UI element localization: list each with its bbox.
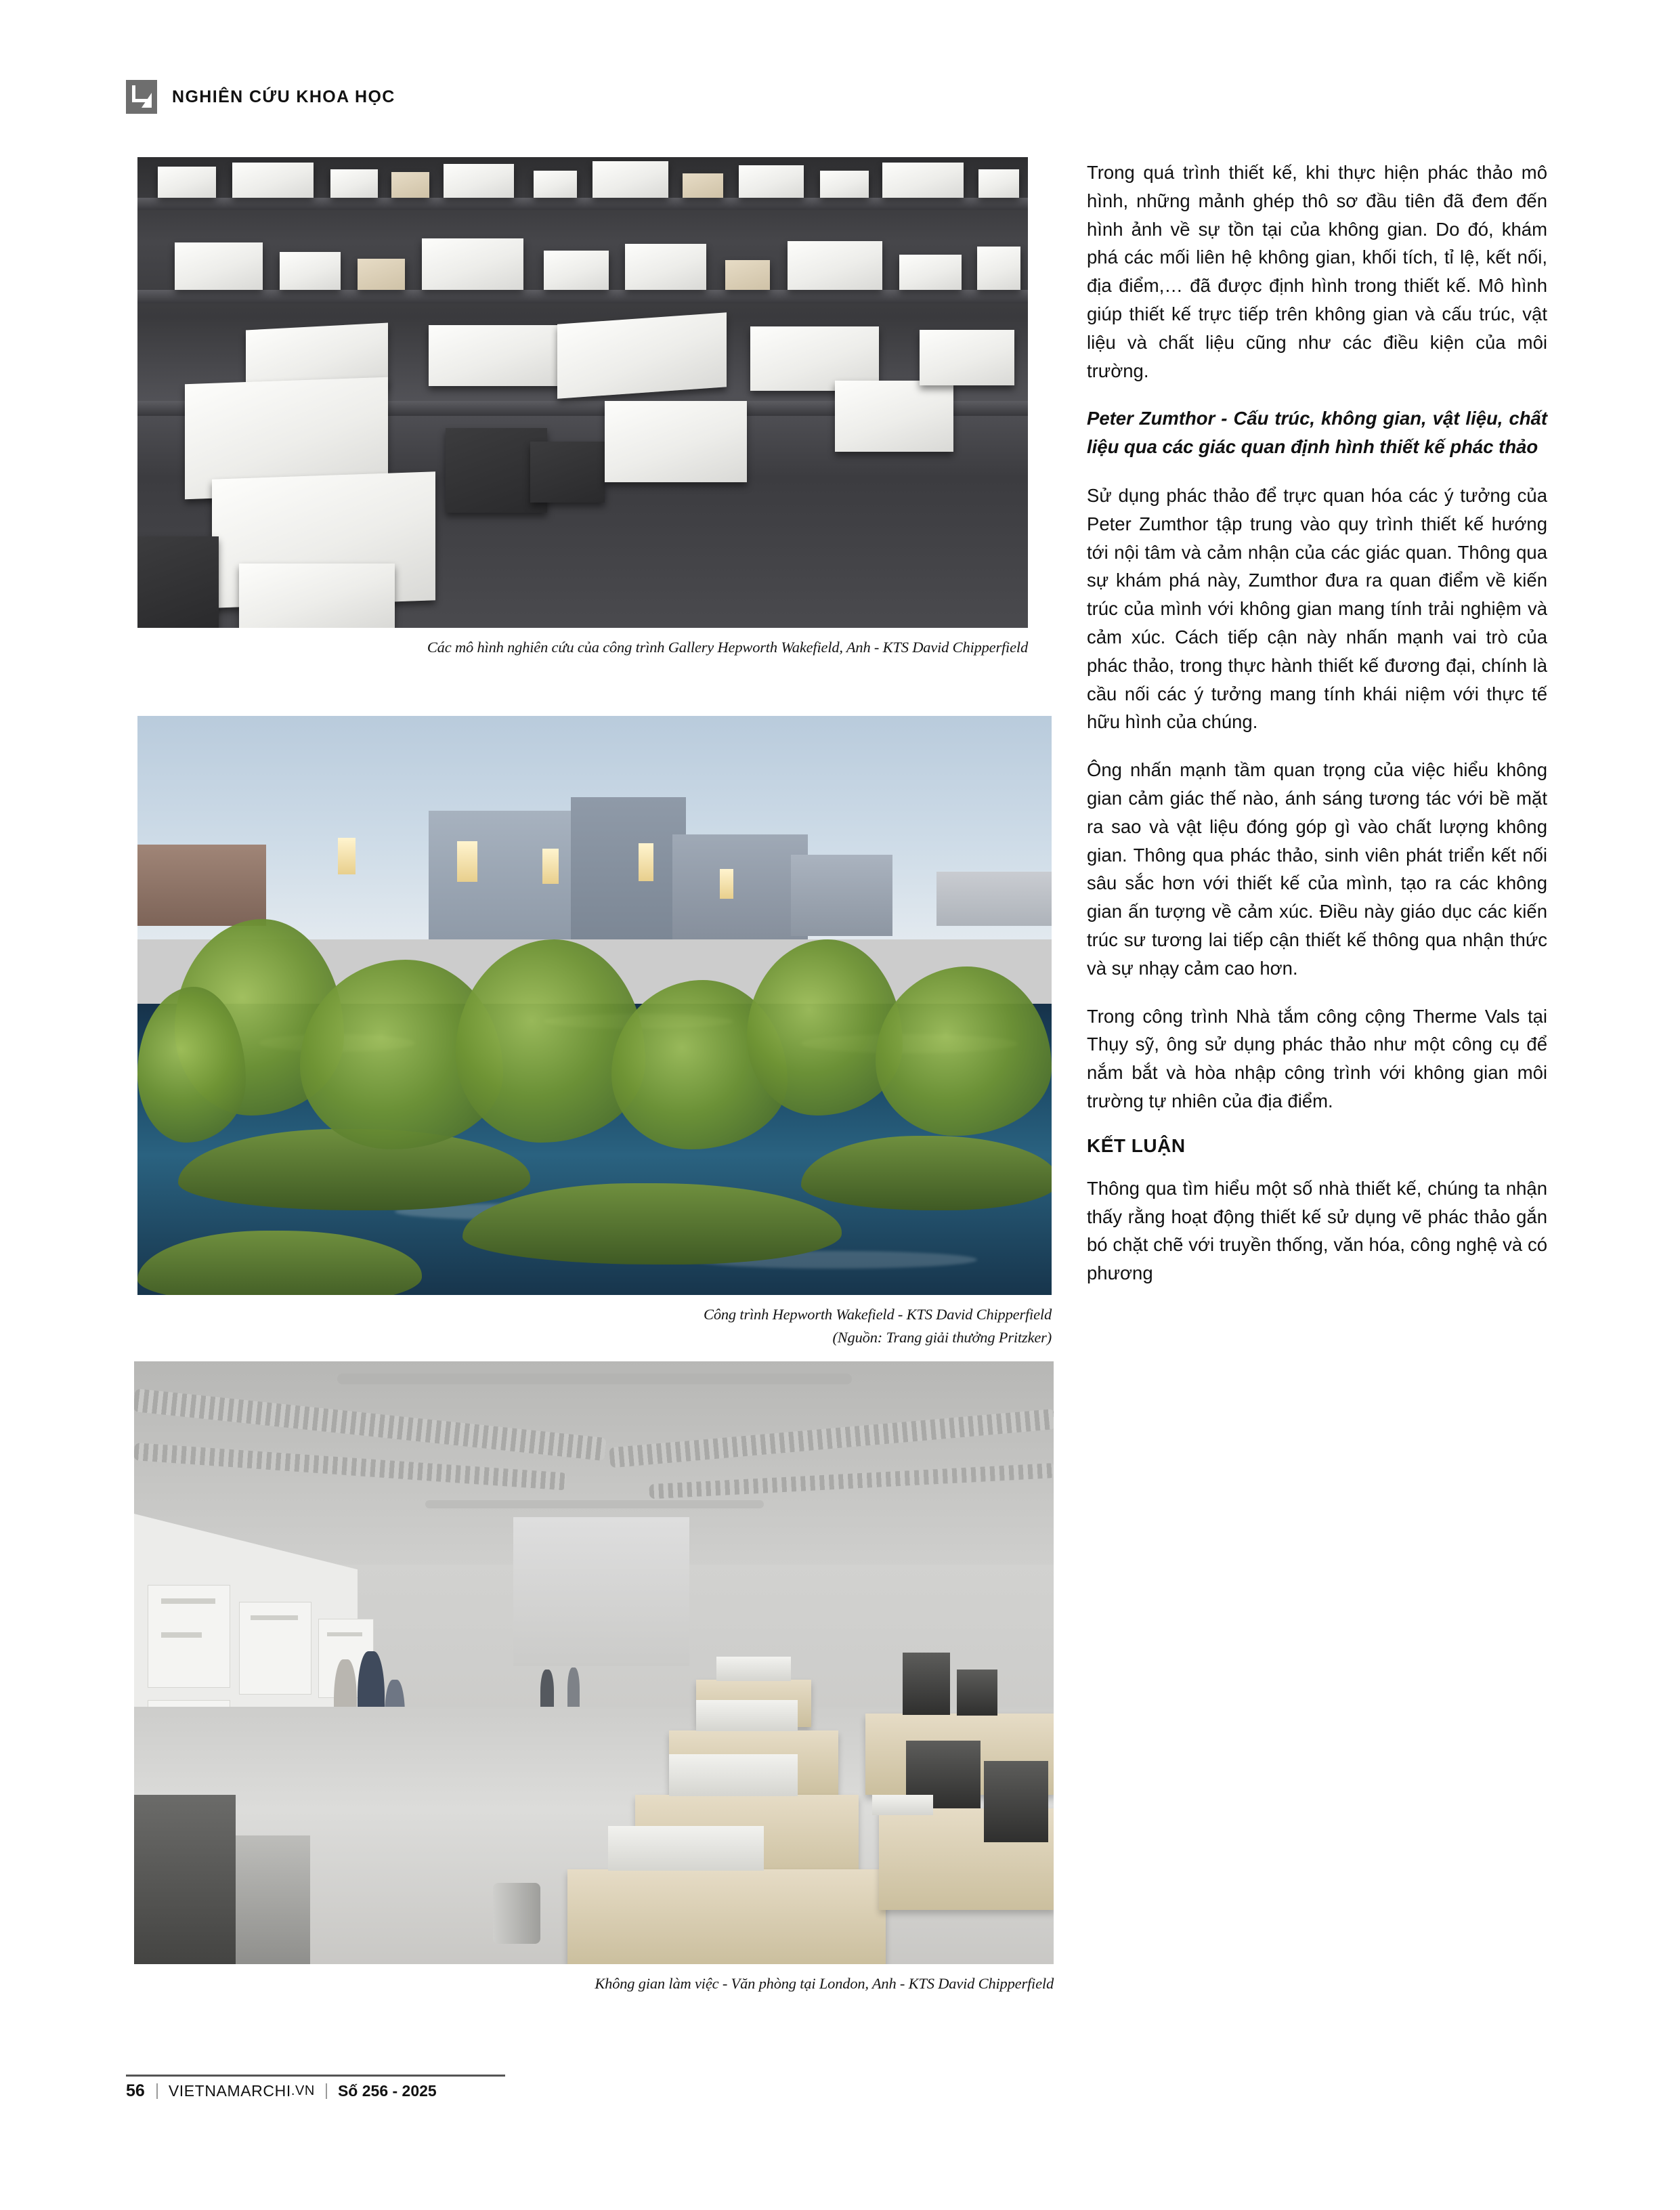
figure-study-models [137,157,1028,658]
subheading-peter-zumthor: Peter Zumthor - Cấu trúc, không gian, vật liệu, chất liệu qua các giác quan định hình thiết kế phác thảo [1087,408,1547,458]
figure-hepworth-building [137,716,1052,1348]
paragraph-therme-vals: Trong công trình Nhà tắm công cộng Therme Vals tại Thụy sỹ, ông sử dụng phác thảo như một công cụ để nắm bắt và hòa nhập công trình với không gian môi trường tự nhiên của địa điểm. [1087,1005,1547,1111]
footer-issue: Số 256 - 2025 [337,2082,437,2100]
footer-divider [126,2075,505,2077]
figure-london-office [134,1361,1054,1995]
page-footer [126,2081,505,2101]
paragraph-intro: Trong quá trình thiết kế, khi thực hiện phác thảo mô hình, những mảnh ghép thô sơ đầu tiên đã đem đến hình ảnh về sự tồn tại của không gian. Do đó, khám phá các mối liên hệ không gian, khối tích, tỉ lệ, kết nối, địa điểm,… đã được định hình trong thiết kế. Mô hình giúp thiết kế trực tiếp trên không gian và cấu trúc, vật liệu và chất liệu cũng như các điều kiện của môi trường. [1087,162,1547,381]
image-hepworth-building [137,716,1052,1295]
paragraph-conclusion: Thông qua tìm hiểu một số nhà thiết kế, chúng ta nhận thấy rằng hoạt động thiết kế sử dụng vẽ phác thảo gắn bó chặt chẽ với truyền thống, văn hóa, công nghệ và có phương [1087,1177,1547,1284]
footer-page-number: 56 [126,2081,145,2100]
footer-website [158,2081,326,2101]
page-header [126,80,395,114]
image-london-office [134,1361,1054,1964]
footer-website-tld: .VN [290,2083,315,2098]
image-study-models [137,157,1028,628]
footer-website-name: VIETNAMARCHI [168,2082,291,2100]
paragraph-space-light-material: Ông nhấn mạnh tầm quan trọng của việc hiểu không gian cảm giác thế nào, ánh sáng tương tác với bề mặt ra sao và vật liệu đóng góp gì vào chất lượng không gian. Thông qua phác thảo, sinh viên phát triển kết nối sâu sắc hơn với thiết kế của mình, tạo ra các không gian ấn tượng về cảm xúc. Điều này giáo dục các kiến trúc sư tương lai tiếp cận thiết kế thông qua nhận thức và sự nhạy cảm cao hơn. [1087,759,1547,979]
magazine-logo-icon [126,80,157,114]
page-title: NGHIÊN CỨU KHOA HỌC [172,87,395,106]
figure-caption-line-1: Công trình Hepworth Wakefield - KTS David Chipperfield [704,1306,1052,1323]
heading-conclusion: KẾT LUẬN [1087,1134,1186,1156]
figure-caption: Không gian làm việc - Văn phòng tại London, Anh - KTS David Chipperfield [595,1975,1054,1992]
article-body-column [1087,158,1547,1307]
paragraph-zumthor-sketch: Sử dụng phác thảo để trực quan hóa các ý tưởng của Peter Zumthor tập trung vào quy trình thiết kế hướng tới nội tâm và cảm nhận của các giác quan. Thông qua sự khám phá này, Zumthor đưa ra quan điểm về kiến trúc của mình với không gian mang tính trải nghiệm và cảm xúc. Cách tiếp cận này nhấn mạnh vai trò của phác thảo, trong thực hành thiết kế đương đại, chính là cầu nối các ý tưởng mang tính khái niệm với thực tế hữu hình của chúng. [1087,484,1547,733]
figure-caption: Các mô hình nghiên cứu của công trình Gallery Hepworth Wakefield, Anh - KTS David Chipperfield [427,639,1028,656]
figure-caption-line-2: (Nguồn: Trang giải thưởng Pritzker) [832,1328,1052,1346]
